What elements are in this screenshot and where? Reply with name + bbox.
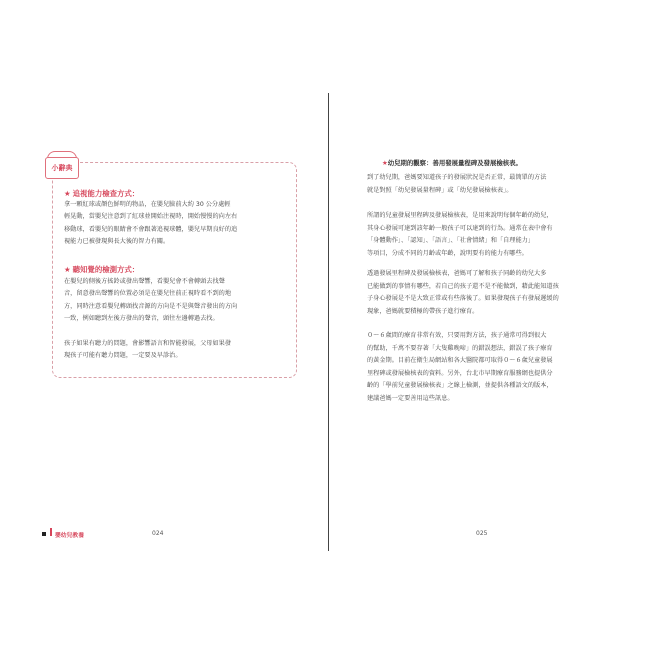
text-line: 「身體動作」、「認知」、「語言」、「社會情緒」和「自理能力」 bbox=[367, 237, 535, 245]
right-paragraph-4 bbox=[367, 330, 602, 406]
text-line: 移動球，看嬰兒的眼睛會不會跟著追視球體，嬰兒早期良好的追 bbox=[64, 225, 238, 233]
text-line: 建議爸媽一定要善用這些訊息。 bbox=[367, 394, 454, 402]
text-line: 的黃金期。目前在衛生局網站和各大醫院都可取得０～６歲兒童發展 bbox=[367, 357, 553, 365]
text-line: 孩子如果有聽力的問題，會影響語言和智能發展，父母如果發 bbox=[64, 340, 232, 347]
star-icon: ★ bbox=[64, 265, 71, 274]
right-page-number: 025 bbox=[476, 530, 488, 537]
text-line: 里程碑或發展檢核表的資料。另外，台北市早期療育服務網也提供分 bbox=[367, 369, 553, 377]
section2-title bbox=[64, 264, 139, 275]
text-line: ０～６歲間的療育非常有效，只要用對方法，孩子通常可得到很大 bbox=[367, 332, 547, 339]
text-line: 方，同時注意看嬰兒轉頭找音源的方向是不是與聲音發出的方向 bbox=[64, 302, 238, 310]
text-line: 音，留意發出聲響的位置必須是在嬰兒往前正視時看不到的地 bbox=[64, 290, 232, 298]
text-line: 透過發展里程碑及發展檢核表，爸媽可了解和孩子同齡的幼兒大多 bbox=[367, 270, 547, 277]
text-line: 已能做到的事情有哪些，若自己的孩子還不是不能做到，藉此能知道孩 bbox=[367, 282, 559, 290]
footer-square-icon bbox=[42, 532, 46, 536]
text-line: 其身心發展可達到該年齡一般孩子可以達到的行為。通常在表中會有 bbox=[367, 224, 553, 232]
left-page-number: 024 bbox=[152, 530, 164, 537]
footer-chapter-label: 嬰幼兒教養 bbox=[55, 533, 84, 539]
right-title bbox=[382, 158, 522, 167]
section1-title bbox=[64, 188, 139, 199]
star-icon: ★ bbox=[382, 159, 388, 167]
page-gutter bbox=[328, 93, 329, 551]
text-line: 齡的「學前兒童發展檢核表」之線上檢測，並提供各種語文的版本， bbox=[367, 382, 553, 390]
right-paragraph-1 bbox=[367, 172, 602, 197]
text-line: 子身心發展是不是大致正常或有些落後了。如果發現孩子有發展遲緩的 bbox=[367, 295, 559, 303]
dictionary-tag: 小辭典 bbox=[45, 157, 79, 179]
section1-text bbox=[64, 199, 237, 249]
section1-title-text: 追視能力檢查方式： bbox=[72, 189, 140, 198]
text-line: 現孩子可能有聽力問題，一定要及早診治。 bbox=[64, 352, 182, 360]
right-paragraph-3 bbox=[367, 268, 602, 318]
text-line: 到了幼兒期，爸媽要知道孩子的發展狀況是否正常，最簡單的方法 bbox=[367, 174, 547, 181]
section3-text bbox=[64, 338, 231, 363]
text-line: 就是對照「幼兒發展量程碑」或「幼兒發展檢核表」。 bbox=[367, 186, 513, 194]
text-line: 在嬰兒的側後方搖鈴或發出聲響，看嬰兒會不會轉頭去找聲 bbox=[64, 278, 225, 285]
footer-chapter-bar bbox=[50, 528, 52, 536]
section2-title-text: 聽知覺的檢測方式： bbox=[72, 265, 140, 274]
text-line: 一致，例如聽到左後方發出的聲音，頭往左邊轉過去找。 bbox=[64, 315, 219, 323]
text-line: 拿一顆紅球或顏色鮮明的物品，在嬰兒臉前大約 30 公分處輕 bbox=[64, 201, 231, 208]
text-line: 所謂的兒童發展里程碑及發展檢核表，是用來說明每個年齡的幼兒， bbox=[367, 212, 553, 219]
text-line: 的幫助，千萬不要存著「大隻雞晚啼」的錯誤想法，錯誤了孩子療育 bbox=[367, 344, 553, 352]
text-line: 等項目，分成不同的月齡或年齡，說明要有的能力有哪些。 bbox=[367, 249, 528, 257]
star-icon: ★ bbox=[64, 189, 71, 198]
right-title-text: 幼兒期的觀察：善用發展量程碑及發展檢核表。 bbox=[387, 159, 522, 167]
text-line: 輕晃動，當嬰兒注意到了紅球並開始注視時，開始慢慢的向左右 bbox=[64, 213, 238, 221]
text-line: 視能力已被發現與長大後的智力有關。 bbox=[64, 238, 170, 246]
text-line: 現象，爸媽就要積極的帶孩子進行療育。 bbox=[367, 307, 479, 315]
section2-text bbox=[64, 276, 237, 326]
right-paragraph-2 bbox=[367, 210, 602, 260]
